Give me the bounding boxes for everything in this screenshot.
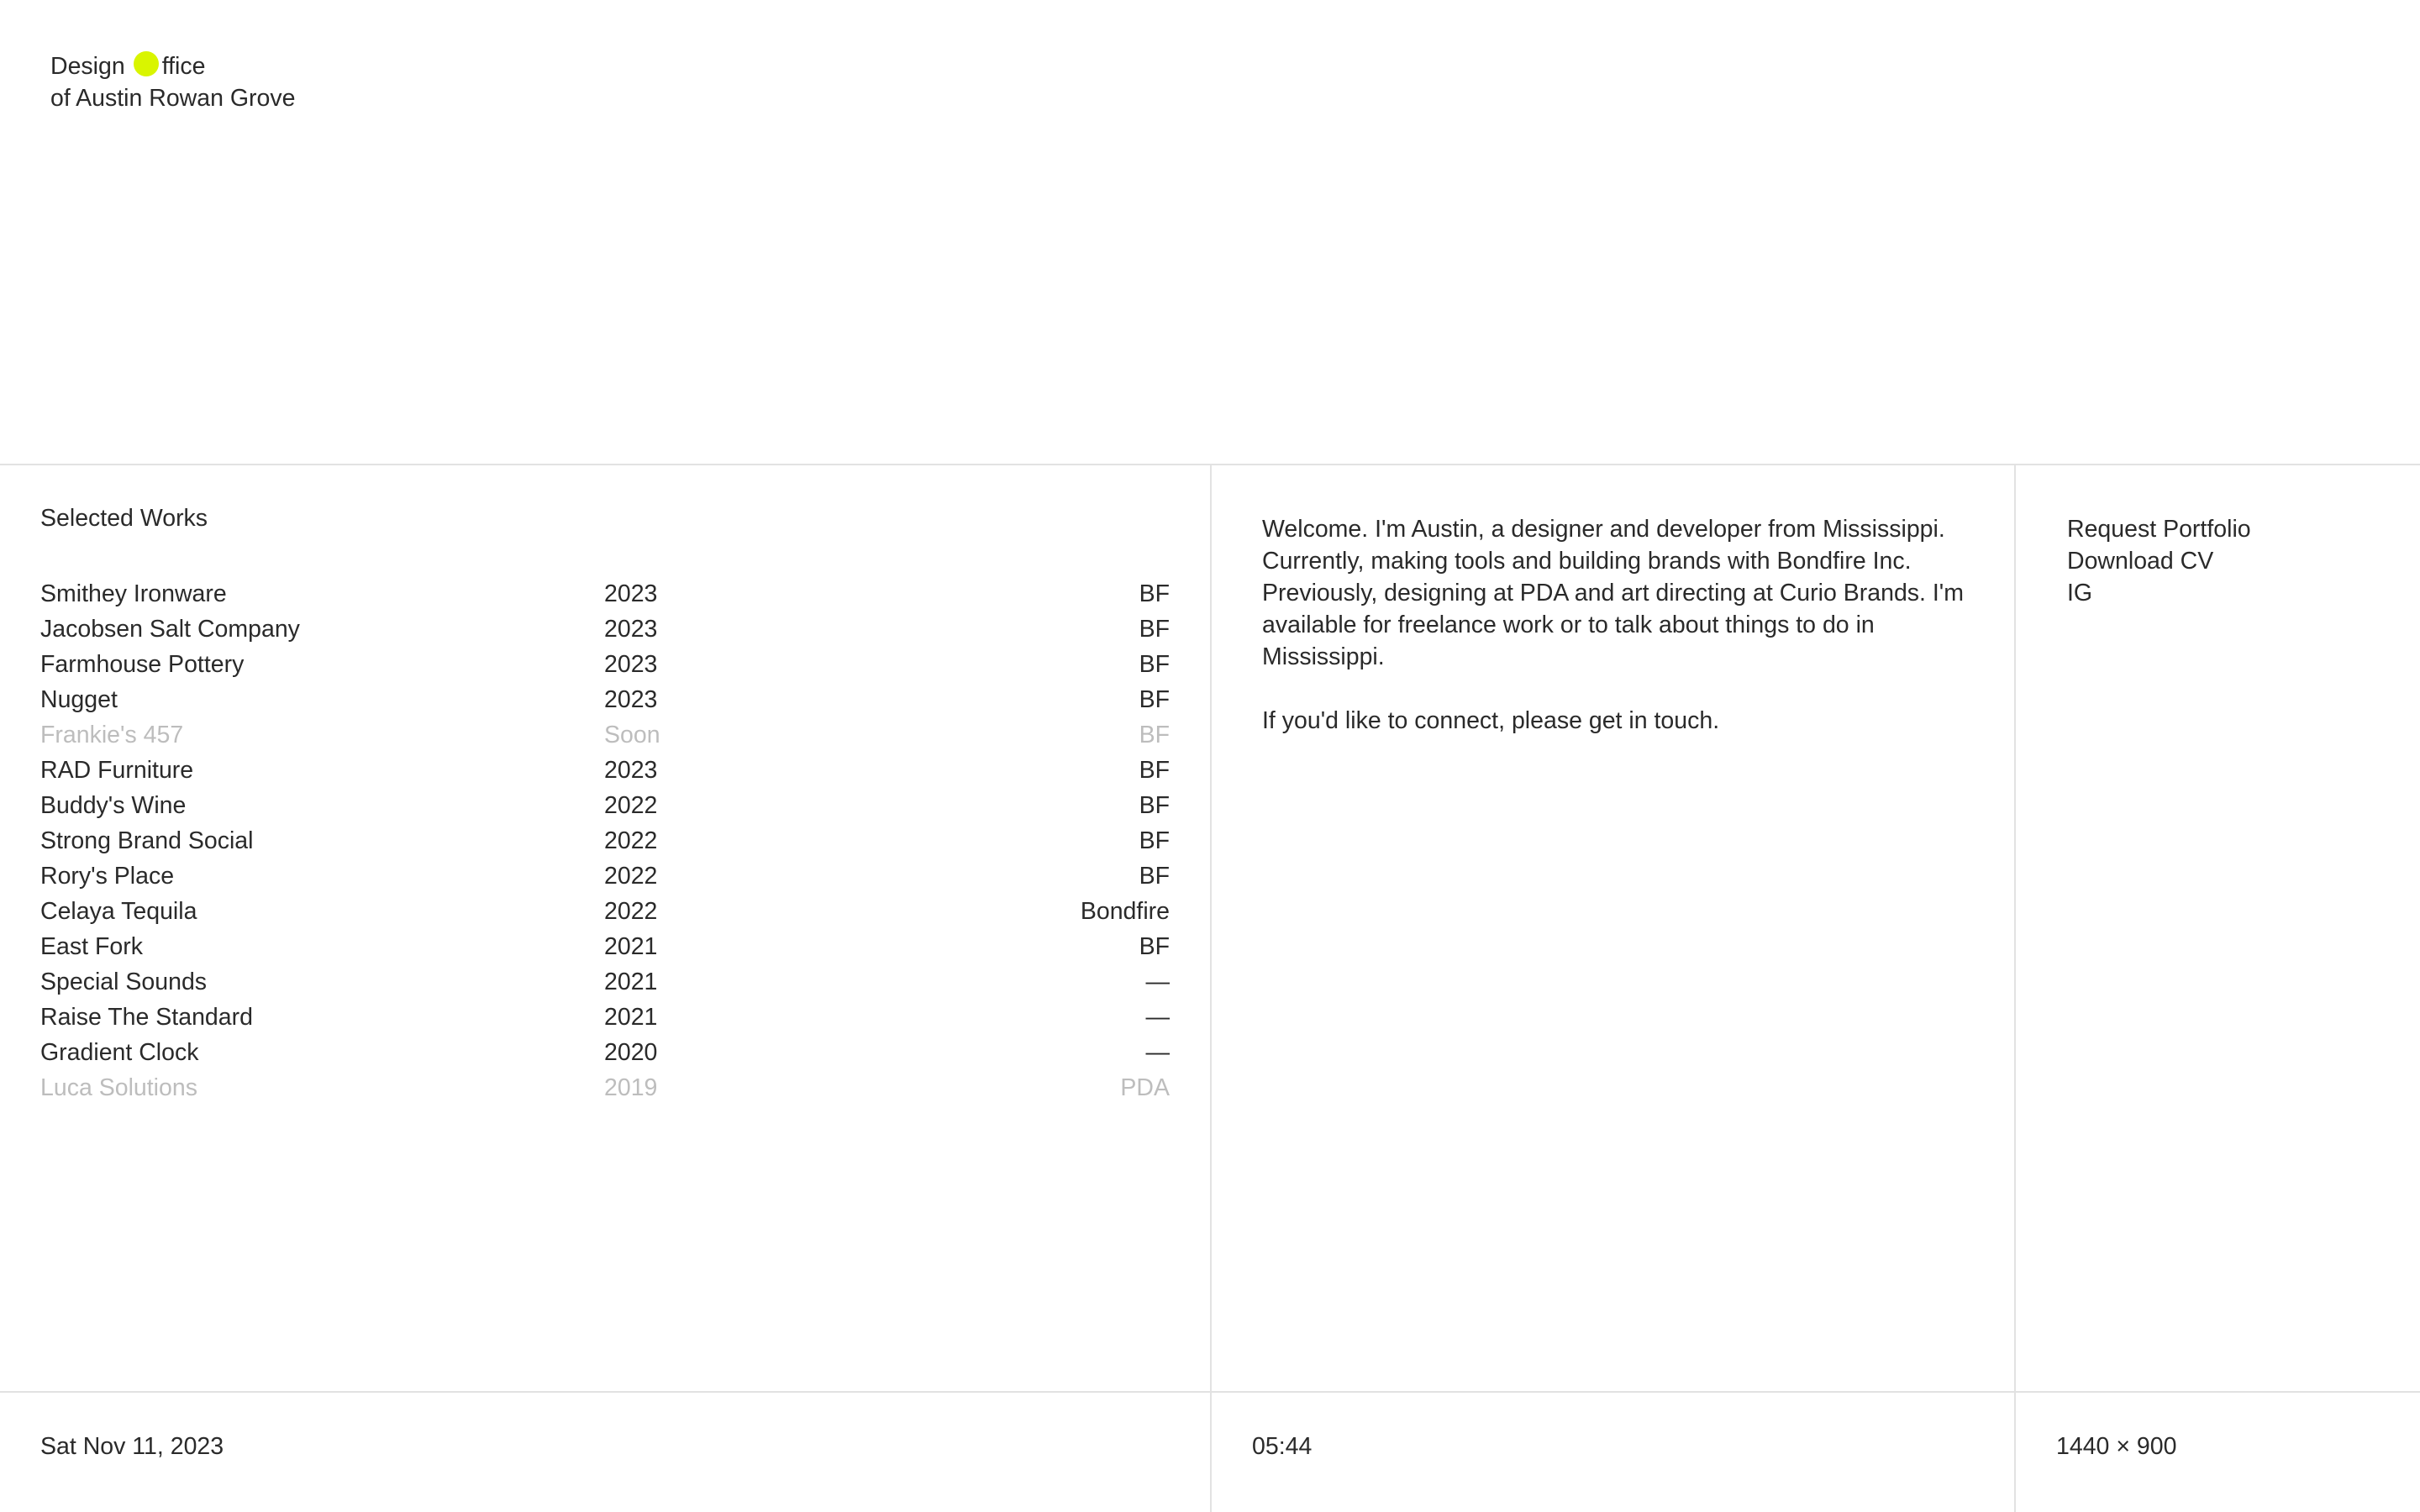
work-name: Farmhouse Pottery [40,651,245,678]
work-row[interactable] [40,753,1170,788]
work-row[interactable] [40,612,1170,647]
logo-dot-icon [134,51,159,76]
work-year: 2022 [604,863,658,890]
work-row[interactable] [40,823,1170,858]
work-year: 2019 [604,1074,658,1101]
work-name: Special Sounds [40,969,208,995]
work-client: — [1145,1039,1170,1066]
selected-works-title: Selected Works [40,505,208,532]
work-client: — [1145,969,1170,995]
divider-column-1 [1210,464,1212,1512]
footer-time: 05:44 [1252,1433,1313,1460]
work-name: Raise The Standard [40,1004,253,1031]
work-name: Nugget [40,686,118,713]
work-client: BF [1139,722,1170,748]
work-client: BF [1139,792,1170,819]
work-name: RAD Furniture [40,757,194,784]
work-year: 2022 [604,792,658,819]
works-list [40,576,1170,1105]
work-name: Jacobsen Salt Company [40,616,300,643]
contact-paragraph: If you'd like to connect, please get in touch. [1262,707,1720,734]
site-logo[interactable] [50,50,296,114]
divider-column-2 [2014,464,2016,1512]
download-cv-link[interactable]: Download CV [2067,548,2214,575]
work-client: BF [1139,616,1170,643]
work-client: BF [1139,580,1170,607]
request-portfolio-link[interactable]: Request Portfolio [2067,516,2251,543]
selected-works-section [40,502,1170,1105]
work-year: 2021 [604,969,658,995]
work-client: BF [1139,686,1170,713]
work-row[interactable] [40,647,1170,682]
work-row[interactable] [40,788,1170,823]
footer-date: Sat Nov 11, 2023 [40,1433,224,1460]
work-row[interactable] [40,964,1170,1000]
work-row [40,717,1170,753]
work-client: PDA [1120,1074,1170,1101]
instagram-link[interactable]: IG [2067,580,2093,606]
intro-text [1262,513,1976,737]
work-name: Rory's Place [40,863,175,890]
work-name: Gradient Clock [40,1039,199,1066]
work-year: 2023 [604,580,658,607]
work-row[interactable] [40,858,1170,894]
work-client: BF [1139,651,1170,678]
work-row[interactable] [40,576,1170,612]
intro-paragraph: Welcome. I'm Austin, a designer and developer from Mississippi. Currently, making tools and building brands with Bondfire Inc. Previously, designing at PDA and art directing at Curio Brands. I'm available for freelance work or to talk about things to do in Mississippi. [1262,516,1964,670]
work-client: BF [1139,827,1170,854]
work-year: 2022 [604,827,658,854]
work-client: BF [1139,933,1170,960]
contact-links [2067,513,2251,609]
logo-word-office: ffice [161,53,206,80]
work-name: Smithey Ironware [40,580,227,607]
work-year: 2022 [604,898,658,925]
work-client: BF [1139,757,1170,784]
work-year: 2023 [604,616,658,643]
work-row[interactable] [40,929,1170,964]
footer-viewport-size: 1440 × 900 [2056,1433,2177,1460]
work-name: Frankie's 457 [40,722,184,748]
work-year: 2021 [604,933,658,960]
work-name: Luca Solutions [40,1074,197,1101]
work-name: Celaya Tequila [40,898,197,925]
work-row[interactable] [40,1000,1170,1035]
work-year: 2023 [604,686,658,713]
work-row [40,1070,1170,1105]
work-row[interactable] [40,894,1170,929]
work-row[interactable] [40,682,1170,717]
work-client: Bondfire [1080,898,1170,925]
work-name: Buddy's Wine [40,792,187,819]
work-name: Strong Brand Social [40,827,254,854]
work-year: 2021 [604,1004,658,1031]
work-name: East Fork [40,933,143,960]
logo-line-2: of Austin Rowan Grove [50,85,296,112]
work-client: BF [1139,863,1170,890]
work-year: Soon [604,722,660,748]
work-client: — [1145,1004,1170,1031]
logo-line-1 [50,50,296,82]
work-year: 2023 [604,651,658,678]
work-row[interactable] [40,1035,1170,1070]
work-year: 2020 [604,1039,658,1066]
work-year: 2023 [604,757,658,784]
logo-word-design: Design [50,53,125,80]
